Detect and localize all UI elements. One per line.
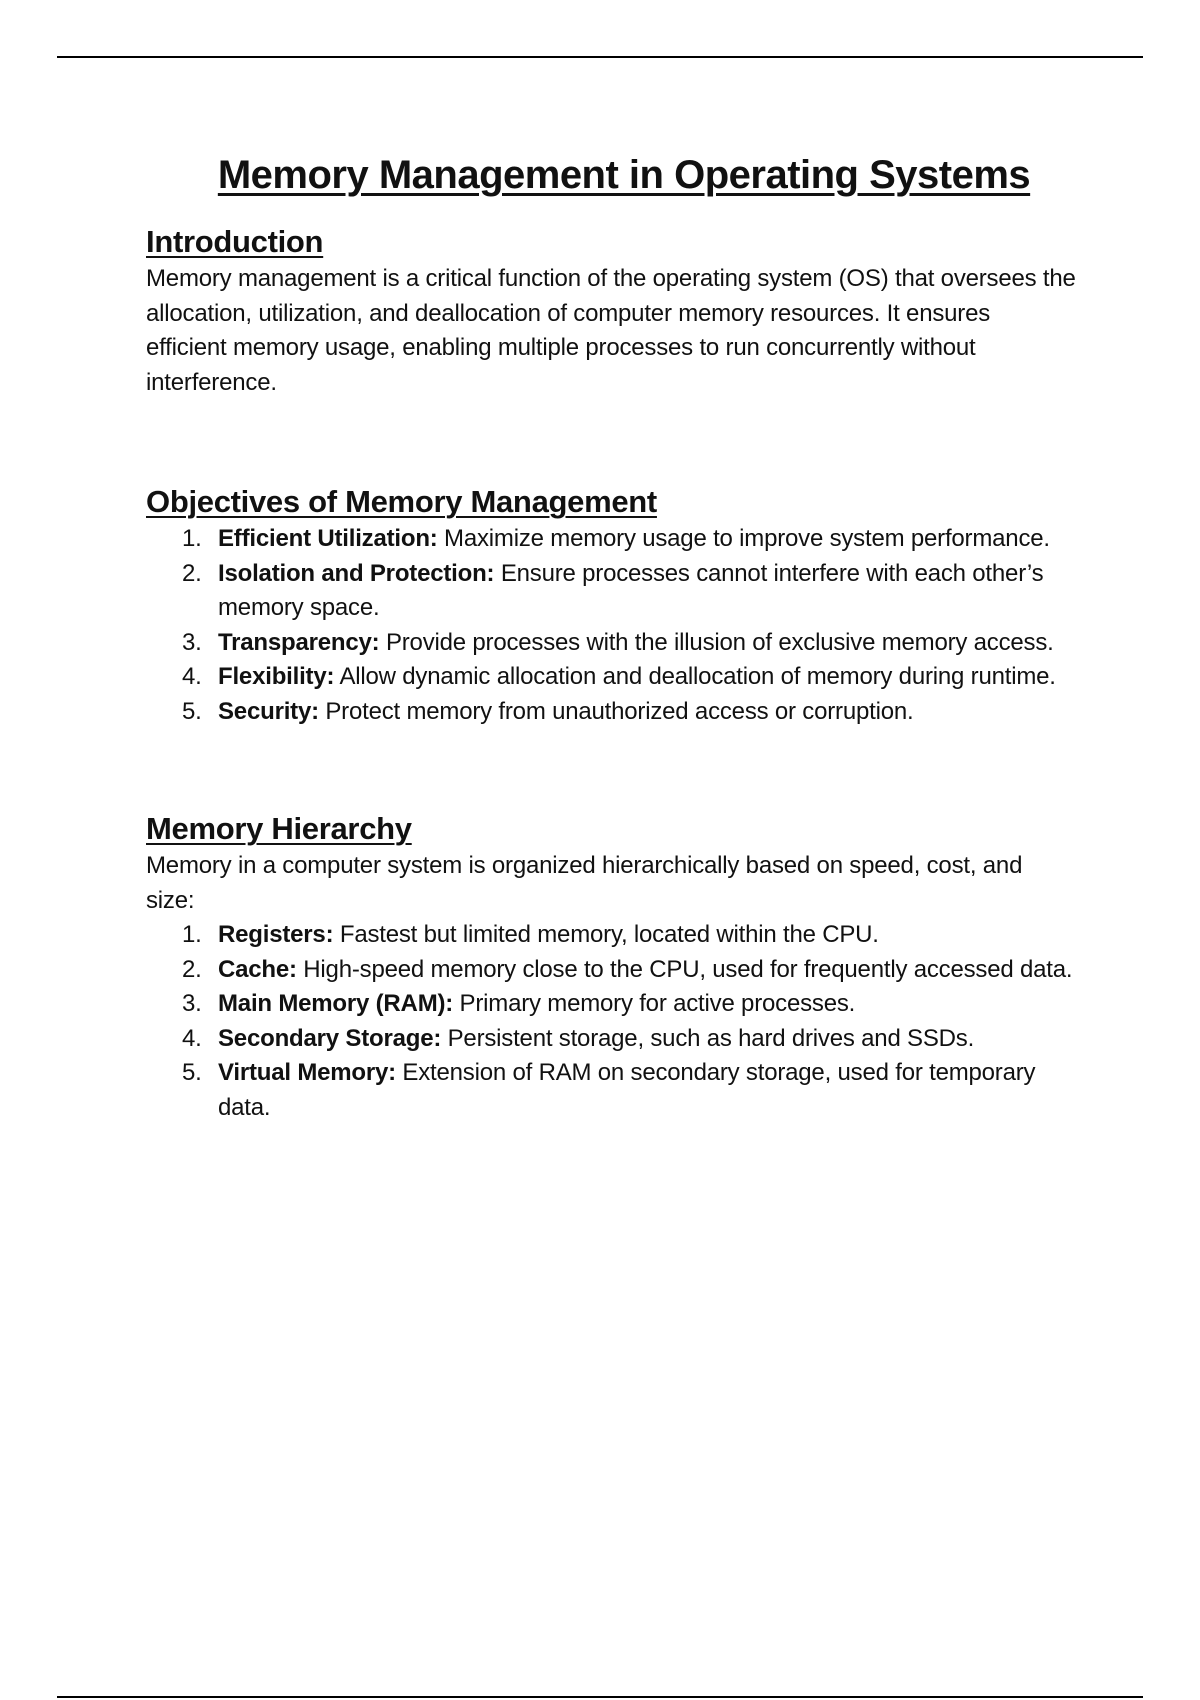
- hierarchy-list-item: [146, 1056, 1076, 1125]
- list-item-text: Ensure processes cannot interfere with each other’s memory space.: [218, 559, 1044, 621]
- list-item-text: High-speed memory close to the CPU, used for frequently accessed data.: [296, 955, 1073, 983]
- list-number: 5.: [182, 697, 202, 725]
- hierarchy-list-item: [146, 953, 1076, 988]
- list-item-term: Isolation and Protection:: [218, 559, 495, 587]
- list-item-text: Persistent storage, such as hard drives and SSDs.: [441, 1024, 975, 1052]
- list-item-text: Maximize memory usage to improve system performance.: [437, 525, 1050, 552]
- list-item-term: Security:: [218, 697, 319, 725]
- list-number: 4.: [182, 1024, 202, 1052]
- list-item-term: Efficient Utilization:: [218, 525, 438, 552]
- list-item-term: Virtual Memory:: [218, 1059, 396, 1086]
- hierarchy-list: [146, 918, 1076, 1125]
- objectives-list-item: [146, 522, 1076, 557]
- list-item-term: Flexibility:: [218, 663, 335, 690]
- list-item-text: Allow dynamic allocation and deallocation of memory during runtime.: [334, 663, 1056, 690]
- objectives-list-item: [146, 626, 1076, 661]
- list-number: 3.: [182, 628, 202, 656]
- hierarchy-list-item: [146, 987, 1076, 1022]
- header-rule: [57, 56, 1143, 58]
- list-item-term: Secondary Storage:: [218, 1024, 442, 1052]
- objectives-list-item: [146, 660, 1076, 695]
- list-item-text: Provide processes with the illusion of exclusive memory access.: [379, 628, 1054, 656]
- list-item-term: Registers:: [218, 921, 334, 948]
- hierarchy-list-item: [146, 918, 1076, 953]
- list-number: 5.: [182, 1059, 202, 1086]
- introduction-paragraph: Memory management is a critical function of the operating system (OS) that oversees the allocation, utilization, and deallocation of computer memory resources. It ensures efficient memory usage, enabling multiple processes to run concurrently without interference.: [146, 265, 1076, 396]
- objectives-heading: Objectives of Memory Management: [146, 484, 657, 519]
- list-item-text: Primary memory for active processes.: [453, 990, 856, 1017]
- objectives-list-item: [146, 557, 1076, 626]
- list-item-term: Transparency:: [218, 628, 380, 656]
- list-item-text: Protect memory from unauthorized access or corruption.: [318, 697, 914, 725]
- list-number: 2.: [182, 955, 202, 983]
- footer-rule: [57, 1696, 1143, 1698]
- list-number: 1.: [182, 525, 202, 552]
- objectives-list-item: [146, 695, 1076, 730]
- hierarchy-paragraph: Memory in a computer system is organized hierarchically based on speed, cost, and size:: [146, 852, 1023, 914]
- list-number: 4.: [182, 663, 202, 690]
- list-item-term: Main Memory (RAM):: [218, 990, 454, 1017]
- list-number: 3.: [182, 990, 202, 1017]
- list-item-term: Cache:: [218, 955, 297, 983]
- objectives-list: [146, 522, 1076, 729]
- introduction-heading: Introduction: [146, 224, 324, 259]
- list-number: 2.: [182, 559, 202, 587]
- list-item-text: Fastest but limited memory, located within the CPU.: [333, 921, 879, 948]
- list-item-text: Extension of RAM on secondary storage, used for temporary data.: [218, 1059, 1036, 1121]
- hierarchy-heading: Memory Hierarchy: [146, 811, 412, 846]
- list-number: 1.: [182, 921, 202, 948]
- hierarchy-list-item: [146, 1022, 1076, 1057]
- document-title: Memory Management in Operating Systems: [217, 153, 1031, 197]
- document-page: [146, 148, 1076, 1125]
